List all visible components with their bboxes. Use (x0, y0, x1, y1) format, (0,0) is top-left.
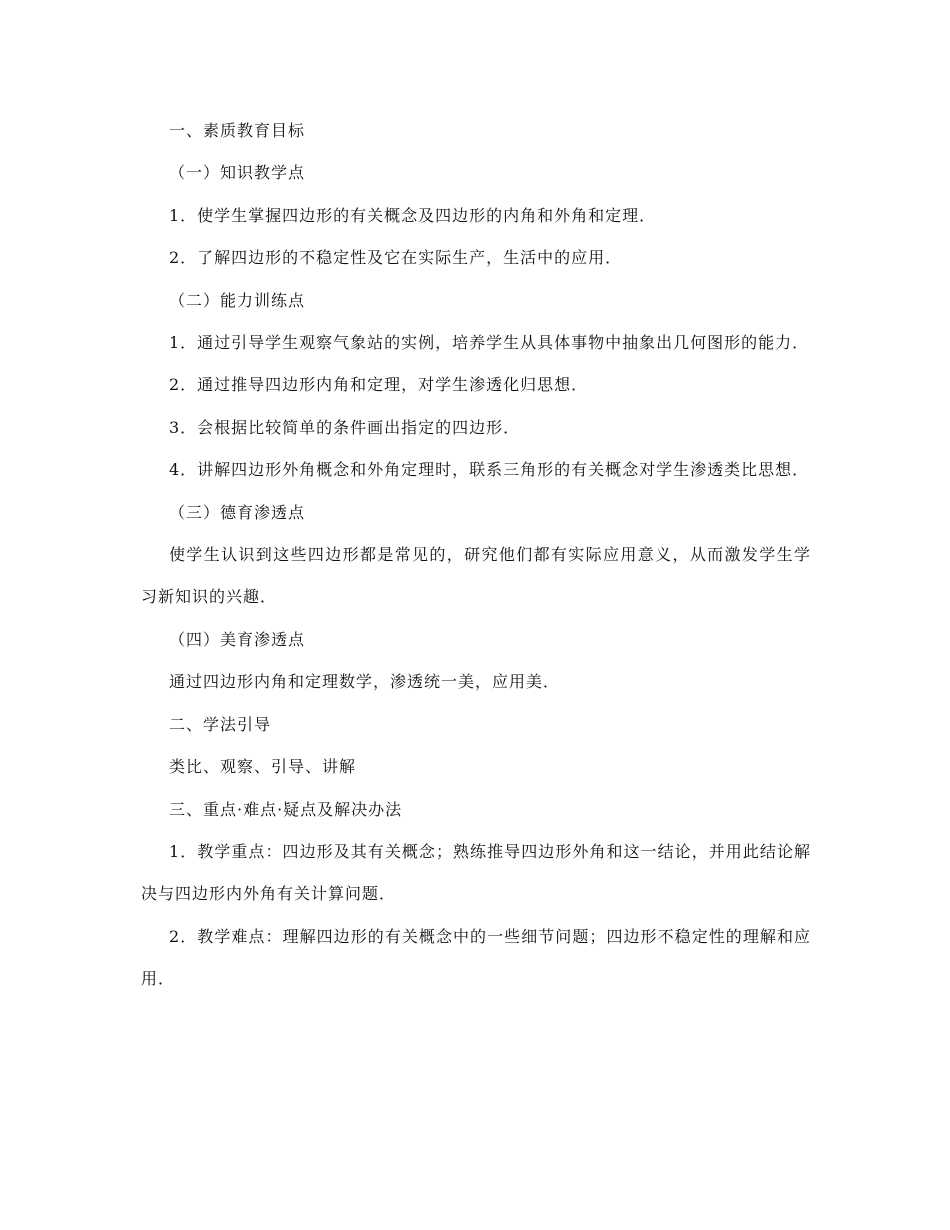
document-body (141, 110, 811, 1001)
paragraph: 2．教学难点：理解四边形的有关概念中的一些细节问题；四边形不稳定性的理解和应用． (141, 926, 811, 989)
paragraph: 1．教学重点：四边形及其有关概念；熟练推导四边形外角和这一结论，并用此结论解决与四边形内外角有关计算问题． (141, 841, 811, 904)
subsection-heading-ability: （二）能力训练点 (169, 290, 306, 310)
section-heading-1: 一、素质教育目标 (169, 121, 306, 140)
paragraph: 1．使学生掌握四边形的有关概念及四边形的内角和外角和定理． (169, 205, 657, 225)
subsection-heading-aesthetic: （四）美育渗透点 (169, 629, 306, 649)
paragraph: 2．通过推导四边形内角和定理，对学生渗透化归思想． (169, 375, 589, 395)
paragraph: 3．会根据比较简单的条件画出指定的四边形． (169, 417, 521, 437)
paragraph: 使学生认识到这些四边形都是常见的，研究他们都有实际应用意义，从而激发学生学习新知识的兴趣． (141, 545, 811, 607)
paragraph: 4．讲解四边形外角概念和外角定理时，联系三角形的有关概念对学生渗透类比思想． (169, 460, 810, 480)
section-heading-2: 二、学法引导 (169, 714, 272, 734)
paragraph: 通过四边形内角和定理数学，渗透统一美，应用美． (169, 672, 561, 692)
subsection-heading-moral: （三）德育渗透点 (169, 502, 306, 522)
paragraph: 2．了解四边形的不稳定性及它在实际生产，生活中的应用． (169, 248, 623, 268)
subsection-heading-knowledge: （一）知识教学点 (169, 163, 306, 183)
paragraph: 1．通过引导学生观察气象站的实例，培养学生从具体事物中抽象出几何图形的能力． (169, 333, 810, 353)
paragraph: 类比、观察、引导、讲解 (169, 757, 357, 777)
section-heading-3: 三、重点·难点·疑点及解决办法 (169, 799, 403, 819)
